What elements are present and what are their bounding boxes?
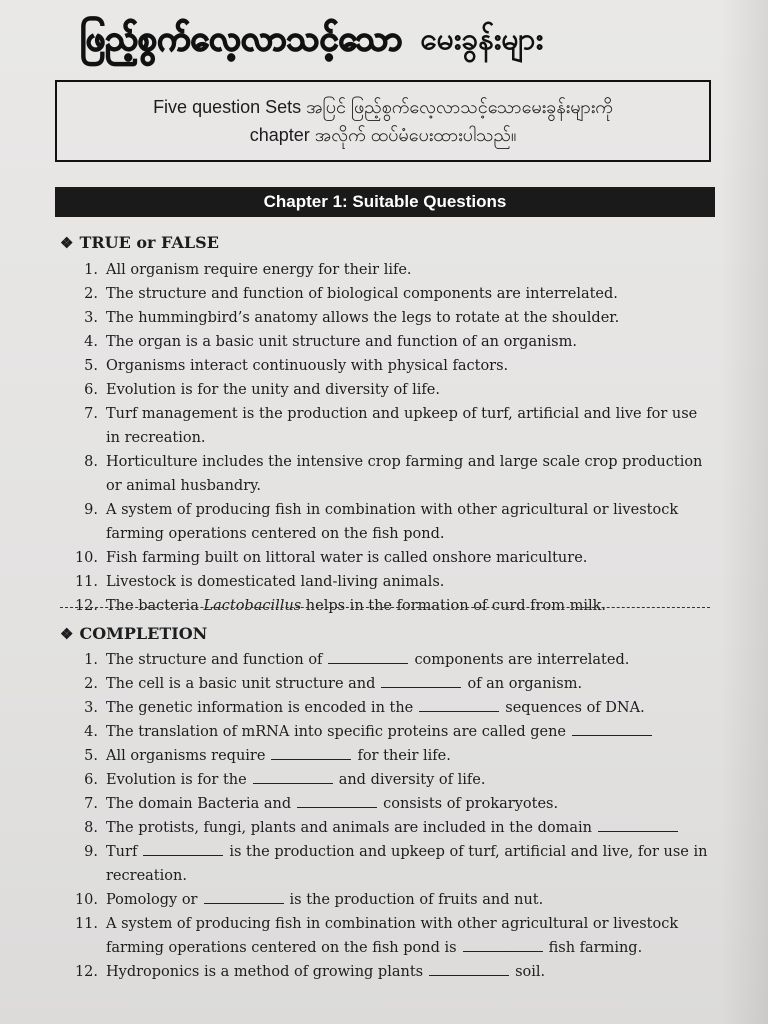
item-number: 1. <box>84 652 98 668</box>
item-text: Livestock is domesticated land-living animals. <box>106 574 445 590</box>
item-text-after: consists of prokaryotes. <box>383 796 559 812</box>
item-text-before: Hydroponics is a method of growing plants <box>106 964 424 980</box>
list-item <box>60 570 715 594</box>
list-item <box>60 330 715 354</box>
list-item <box>60 792 715 816</box>
item-text <box>106 744 715 768</box>
item-number: 10. <box>74 550 98 566</box>
item-text-before: The domain Bacteria and <box>106 796 292 812</box>
list-item <box>60 768 715 792</box>
item-text-after: fish farming. <box>548 940 643 956</box>
subtitle-box <box>55 80 711 162</box>
true-false-heading-text: TRUE or FALSE <box>79 233 219 252</box>
item-text <box>106 648 715 672</box>
subtitle-line-2: chapter အလိုက် ထပ်မံပေးထားပါသည်။ <box>249 125 517 145</box>
list-item <box>60 672 715 696</box>
completion-list <box>60 648 715 984</box>
subtitle-line-1: Five question Sets အပြင် ဖြည့်စွက်လေ့လာသင့်သောမေးခွန်းများကို <box>153 97 613 117</box>
item-text: Organisms interact continuously with physical factors. <box>106 358 509 374</box>
item-number: 9. <box>84 502 98 518</box>
item-text-before: All organisms require <box>106 748 266 764</box>
answer-blank <box>271 747 351 760</box>
item-number: 4. <box>84 334 98 350</box>
item-number: 2. <box>84 676 98 692</box>
chapter-title: Chapter 1: Suitable Questions <box>263 192 507 211</box>
item-text-before: The structure and function of <box>106 652 323 668</box>
completion-heading-text: COMPLETION <box>79 624 208 643</box>
item-text <box>106 816 715 840</box>
item-text: The structure and function of biological components are interrelated. <box>106 286 618 302</box>
title-banner <box>80 10 680 72</box>
item-text: Fish farming built on littoral water is called onshore mariculture. <box>106 550 588 566</box>
chapter-title-bar <box>55 187 715 217</box>
item-text-after: is the production of fruits and nut. <box>289 892 544 908</box>
item-text-after: of an organism. <box>467 676 583 692</box>
list-item <box>60 450 715 498</box>
item-text <box>106 888 715 912</box>
item-number: 6. <box>84 772 98 788</box>
list-item <box>60 744 715 768</box>
item-number: 12. <box>74 964 98 980</box>
item-number: 11. <box>74 916 98 932</box>
answer-blank <box>463 939 543 952</box>
item-number: 2. <box>84 286 98 302</box>
item-text <box>106 840 715 888</box>
answer-blank <box>143 843 223 856</box>
answer-blank <box>253 771 333 784</box>
item-number: 3. <box>84 310 98 326</box>
banner-solid-text: မေးခွန်းများ <box>420 21 544 57</box>
list-item <box>60 282 715 306</box>
item-number: 5. <box>84 748 98 764</box>
item-text <box>106 912 715 960</box>
list-item <box>60 888 715 912</box>
answer-blank <box>204 891 284 904</box>
list-item <box>60 498 715 546</box>
diamond-bullet-icon: ❖ <box>60 233 74 252</box>
answer-blank <box>429 963 509 976</box>
item-number: 11. <box>74 574 98 590</box>
item-number: 3. <box>84 700 98 716</box>
answer-blank <box>572 723 652 736</box>
list-item <box>60 720 715 744</box>
section-divider <box>60 607 710 608</box>
item-text: The organ is a basic unit structure and function of an organism. <box>106 334 577 350</box>
page-edge-shadow <box>720 0 768 1024</box>
item-text-before: The bacteria <box>106 598 204 614</box>
list-item <box>60 816 715 840</box>
list-item <box>60 258 715 282</box>
list-item <box>60 840 715 888</box>
item-text-before: Turf <box>106 844 138 860</box>
item-text <box>106 768 715 792</box>
item-text <box>106 696 715 720</box>
answer-blank <box>598 819 678 832</box>
true-false-list <box>60 258 715 618</box>
item-number: 10. <box>74 892 98 908</box>
item-text-before: The genetic information is encoded in the <box>106 700 414 716</box>
item-number: 1. <box>84 262 98 278</box>
answer-blank <box>381 675 461 688</box>
item-text-before: The cell is a basic unit structure and <box>106 676 376 692</box>
banner-outlined-text: ဖြည့်စွက်လေ့လာသင့်သော <box>80 18 403 59</box>
item-text: Turf management is the production and upkeep of turf, artificial and live for use in recreation. <box>106 406 698 446</box>
item-number: 9. <box>84 844 98 860</box>
item-number: 12. <box>74 598 98 614</box>
item-text: Horticulture includes the intensive crop farming and large scale crop production or animal husbandry. <box>106 454 703 494</box>
item-text-after: helps in the formation of curd from milk. <box>301 598 606 614</box>
item-number: 8. <box>84 454 98 470</box>
item-text-after: is the production and upkeep of turf, artificial and live, for use in recreation. <box>106 844 708 884</box>
item-number: 4. <box>84 724 98 740</box>
item-number: 8. <box>84 820 98 836</box>
answer-blank <box>297 795 377 808</box>
item-text <box>106 594 715 618</box>
item-text-before: Pomology or <box>106 892 198 908</box>
item-text <box>106 720 715 744</box>
item-number: 5. <box>84 358 98 374</box>
item-text-after: soil. <box>515 964 546 980</box>
completion-heading <box>60 624 207 643</box>
item-text <box>106 672 715 696</box>
item-text <box>106 960 715 984</box>
item-text-after: sequences of DNA. <box>505 700 645 716</box>
item-text-after: and diversity of life. <box>338 772 486 788</box>
item-text-before: A system of producing fish in combination with other agricultural or livestock farming operations centered on the fish pond is <box>106 916 679 956</box>
item-number: 7. <box>84 796 98 812</box>
item-text: The hummingbird’s anatomy allows the legs to rotate at the shoulder. <box>106 310 620 326</box>
item-text-after: components are interrelated. <box>414 652 630 668</box>
item-number: 6. <box>84 382 98 398</box>
list-item <box>60 378 715 402</box>
answer-blank <box>419 699 499 712</box>
answer-blank <box>328 651 408 664</box>
item-text <box>106 792 715 816</box>
item-text-before: Evolution is for the <box>106 772 247 788</box>
diamond-bullet-icon: ❖ <box>60 624 74 643</box>
list-item <box>60 960 715 984</box>
true-false-heading <box>60 233 219 252</box>
list-item <box>60 912 715 960</box>
list-item <box>60 594 715 618</box>
item-text-before: The translation of mRNA into specific proteins are called gene <box>106 724 566 740</box>
list-item <box>60 546 715 570</box>
list-item <box>60 306 715 330</box>
list-item <box>60 354 715 378</box>
list-item <box>60 648 715 672</box>
item-number: 7. <box>84 406 98 422</box>
item-text-after: for their life. <box>357 748 451 764</box>
list-item <box>60 402 715 450</box>
item-text-italic: Lactobacillus <box>203 598 302 614</box>
item-text: Evolution is for the unity and diversity of life. <box>106 382 440 398</box>
item-text: A system of producing fish in combination with other agricultural or livestock farming operations centered on the fish pond. <box>106 502 679 542</box>
item-text: All organism require energy for their life. <box>106 262 412 278</box>
list-item <box>60 696 715 720</box>
item-text-before: The protists, fungi, plants and animals are included in the domain <box>106 820 592 836</box>
